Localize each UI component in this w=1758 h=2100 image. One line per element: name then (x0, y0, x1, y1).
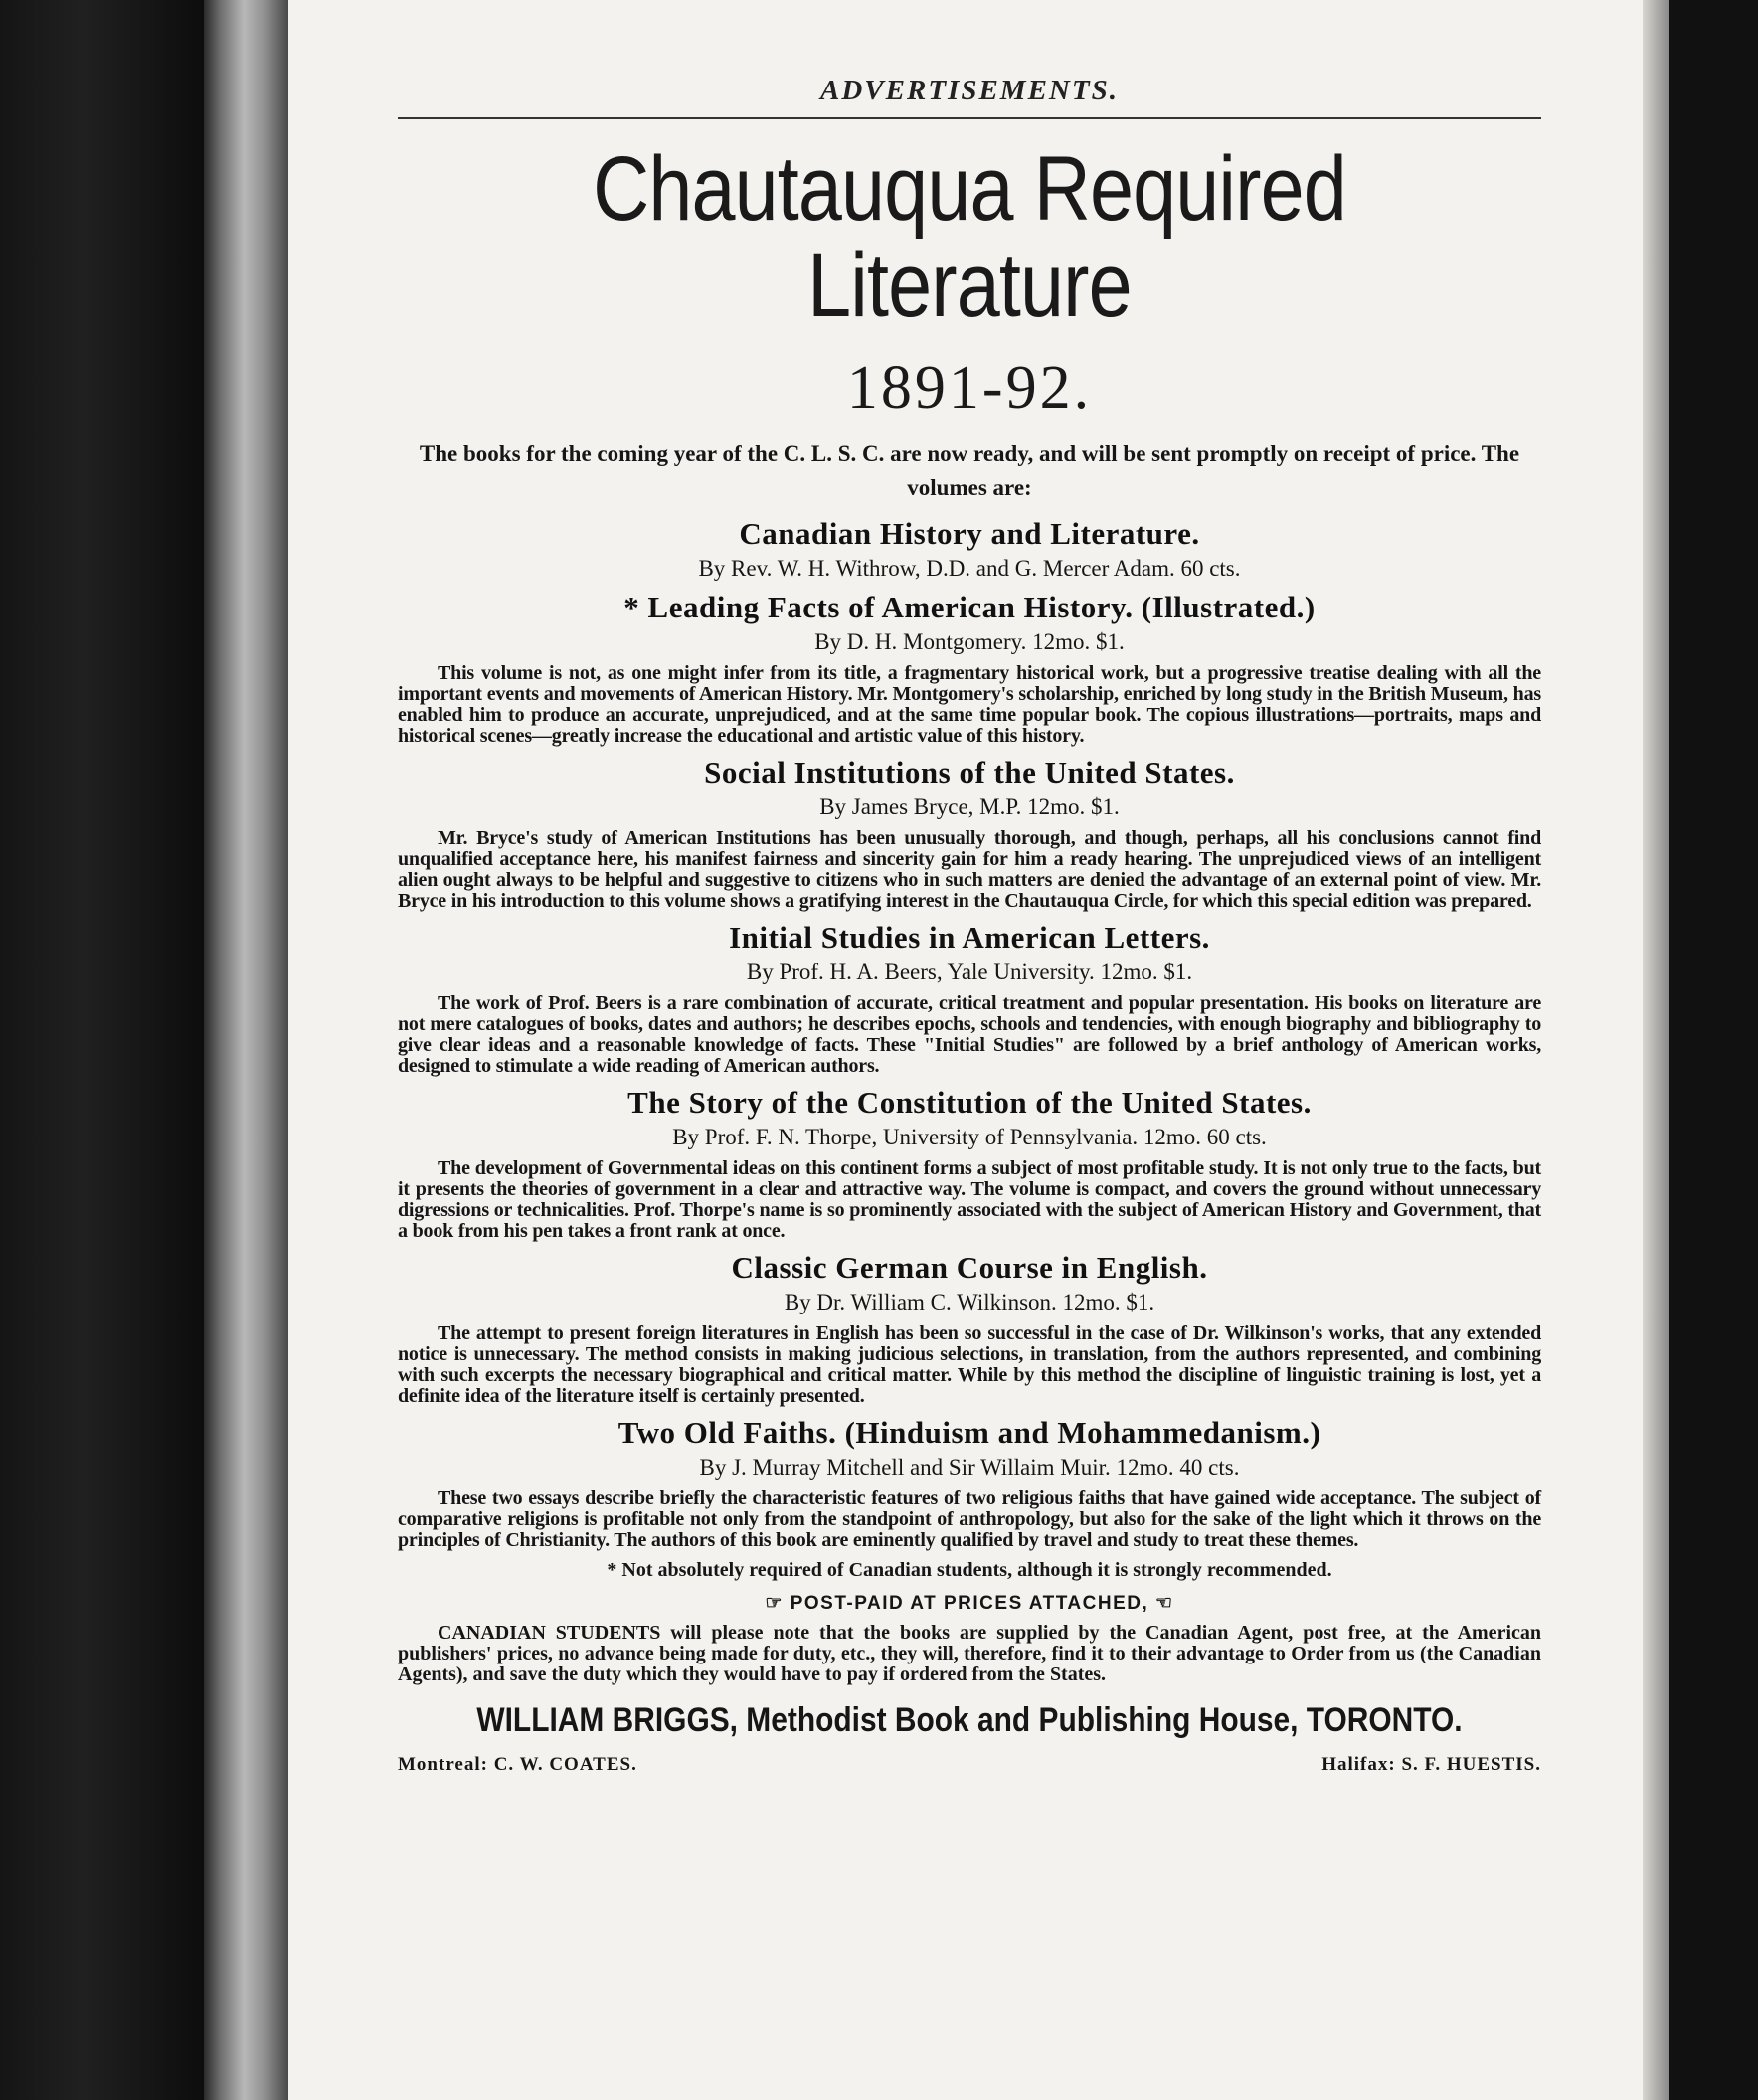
header-rule (398, 117, 1541, 119)
page-title: Chautauqua Required Literature (593, 138, 1346, 336)
year-heading: 1891-92. (846, 354, 1093, 423)
book-title: Social Institutions of the United States. (704, 754, 1235, 789)
book-description: These two essays describe briefly the characteristic features of two religious faiths that have gained wide acceptance. The subject of comparative religions is profitable not only from the standpoint of anthropology, but also for the sake of the light which it throws on the principles of Christianity. The authors of this book are eminently qualified by travel and study to treat these themes. (398, 1487, 1541, 1551)
book-title: Two Old Faiths. (Hinduism and Mohammedanism.) (617, 1414, 1321, 1450)
book-byline: By Dr. William C. Wilkinson. 12mo. $1. (784, 1289, 1155, 1314)
book-entry (398, 1085, 1541, 1242)
running-head: ADVERTISEMENTS. (820, 75, 1119, 106)
book-description: The attempt to present foreign literatures in English has been so successful in the case of Dr. Wilkinson's works, that any extended notice is unnecessary. The method consists in making judicious selections, in translation, from the authors represented, and combining with such excerpts the necessary biographical and critical matter. While by this method the discipline of linguistic training is lost, yet a definite idea of the literature itself is certainly presented. (398, 1321, 1541, 1407)
book-entry (398, 516, 1541, 582)
page-content (398, 75, 1541, 1776)
book-description: This volume is not, as one might infer from its title, a fragmentary historical work, but a progressive treatise dealing with all the important events and movements of American History. Mr. Montgomery's scholarship, enriched by long study in the British Museum, has enabled him to produce an accurate, unprejudiced, and at the same time popular book. The copious illustrations—portraits, maps and historical scenes—greatly increase the educational and artistic value of this history. (398, 661, 1541, 747)
advertisement-page (288, 0, 1643, 2100)
book-spine (0, 0, 209, 2100)
book-description: The development of Governmental ideas on this continent forms a subject of most profitable study. It is not only true to the facts, but it presents the theories of government in a clear and attractive way. The volume is compact, and covers the ground without unnecessary digressions or technicalities. Prof. Thorpe's name is so prominently associated with the subject of American History and Government, that a book from his pen takes a front rank at once. (398, 1156, 1541, 1242)
postpaid-notice: ☞ POST-PAID AT PRICES ATTACHED, ☜ (765, 1592, 1174, 1614)
book-byline: By Prof. F. N. Thorpe, University of Pennsylvania. 12mo. 60 cts. (672, 1124, 1267, 1149)
book-title: The Story of the Constitution of the United States. (627, 1084, 1312, 1120)
book-entry (398, 1415, 1541, 1551)
page-right-edge (1643, 0, 1669, 2100)
page-gutter (204, 0, 293, 2100)
book-entry (398, 1250, 1541, 1407)
agent-montreal: Montreal: C. W. COATES. (398, 1753, 637, 1775)
book-description: The work of Prof. Beers is a rare combination of accurate, critical treatment and popular presentation. His books on literature are not mere catalogues of books, dates and authors; he describes epochs, schools and tendencies, with enough biography and bibliography to give clear ideas and a reasonable knowledge of facts. These "Initial Studies" are followed by a brief anthology of American works, designed to stimulate a wide reading of American authors. (398, 991, 1541, 1077)
book-byline: By Prof. H. A. Beers, Yale University. 12mo. $1. (746, 959, 1193, 984)
intro-text: The books for the coming year of the C. L. S. C. are now ready, and will be sent promptly on receipt of price. The volumes are: (419, 441, 1520, 500)
book-title: Canadian History and Literature. (739, 515, 1200, 551)
canadian-students-note: CANADIAN STUDENTS will please note that the books are supplied by the Canadian Agent, post free, at the American publishers' prices, no advance being made for duty, etc., they will, therefore, find it to their advantage to Order from us (the Canadian Agents), and save the duty which they would have to pay if ordered from the States. (398, 1621, 1541, 1685)
scan-background (1669, 0, 1758, 2100)
book-title: Initial Studies in American Letters. (729, 919, 1210, 955)
agent-halifax: Halifax: S. F. HUESTIS. (1321, 1753, 1541, 1775)
book-byline: By D. H. Montgomery. 12mo. $1. (814, 628, 1125, 654)
book-description: Mr. Bryce's study of American Institutions has been unusually thorough, and though, perhaps, all his conclusions cannot find unqualified acceptance here, his manifest fairness and sincerity gain for him a ready hearing. The unprejudiced views of an intelligent alien ought always to be helpful and suggestive to citizens who in such matters are denied the advantage of an external point of view. Mr. Bryce in his introduction to this volume shows a gratifying interest in the Chautauqua Circle, for which this special edition was prepared. (398, 826, 1541, 912)
book-title: * Leading Facts of American History. (Illustrated.) (623, 589, 1316, 624)
book-byline: By Rev. W. H. Withrow, D.D. and G. Mercer Adam. 60 cts. (698, 555, 1241, 581)
book-byline: By J. Murray Mitchell and Sir Willaim Muir. 12mo. 40 cts. (699, 1454, 1240, 1480)
book-entry (398, 590, 1541, 747)
book-title: Classic German Course in English. (731, 1249, 1208, 1285)
book-byline: By James Bryce, M.P. 12mo. $1. (819, 793, 1120, 819)
book-entry (398, 755, 1541, 912)
footnote: * Not absolutely required of Canadian students, although it is strongly recommended. (607, 1558, 1332, 1581)
book-entry (398, 920, 1541, 1077)
agents-line (398, 1754, 1541, 1776)
publisher-line: WILLIAM BRIGGS, Methodist Book and Publishing House, TORONTO. (476, 1700, 1463, 1739)
